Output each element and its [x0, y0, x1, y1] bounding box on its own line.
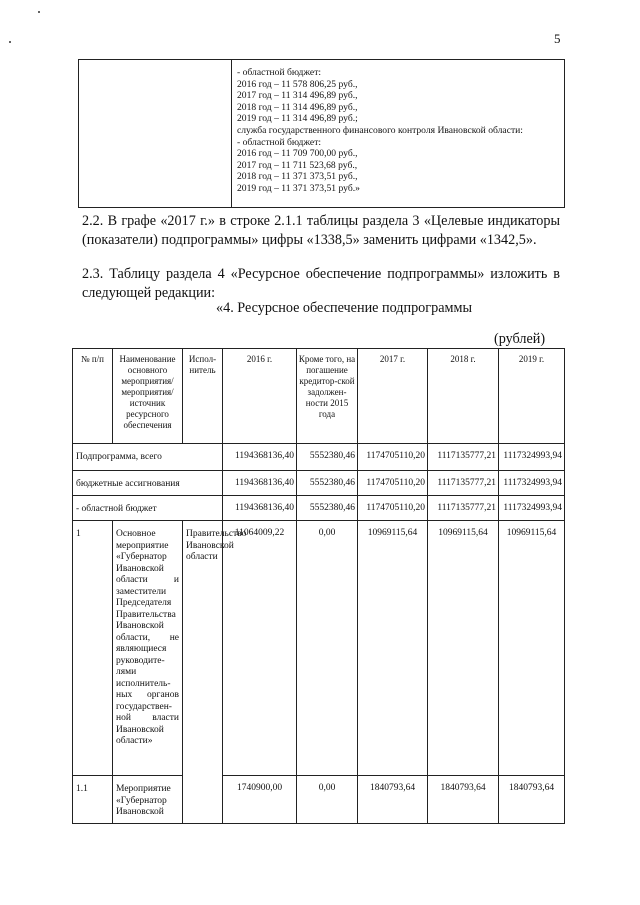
cell-2019: 1117324993,94 — [499, 444, 565, 471]
paragraph-2-2: 2.2. В графе «2017 г.» в строке 2.1.1 таблицы раздела 3 «Целевые индикаторы (показатели) подпрограммы» цифры «1338,5» заменить цифрами «1342,5». — [82, 213, 560, 248]
resource-table — [72, 348, 565, 824]
cell-2019: 1117324993,94 — [499, 471, 565, 496]
funding-line: 2016 год – 11 578 806,25 руб., — [237, 78, 358, 90]
cell-except: 5552380,46 — [297, 471, 358, 496]
page-number: 5 — [554, 31, 561, 46]
header-num: № п/п — [73, 349, 113, 444]
cell-except: 5552380,46 — [297, 496, 358, 521]
cell-2019: 1117324993,94 — [499, 496, 565, 521]
funding-line: 2019 год – 11 314 496,89 руб.; — [237, 113, 358, 125]
cell-2018: 1117135777,21 — [428, 496, 499, 521]
header-executor: Испол-нитель — [183, 349, 223, 444]
continuation-empty-cell — [79, 60, 232, 208]
cell-2018: 10969115,64 — [428, 521, 499, 776]
row-name: Основное мероприятие «Губернатор Ивановской области и заместители Председателя Правительства Ивановской области, не являющиеся руководите-лями исполнитель-ных органов государствен-ной власти Ивановской области» — [113, 521, 183, 776]
scan-speck — [9, 41, 11, 43]
table-row — [73, 521, 565, 776]
row-label: Подпрограмма, всего — [73, 444, 223, 471]
cell-2016: 1740900,00 — [223, 776, 297, 824]
continuation-table — [78, 59, 565, 208]
funding-line: 2017 год – 11 314 496,89 руб., — [237, 90, 358, 102]
cell-2016: 11064009,22 — [223, 521, 297, 776]
table-row — [73, 471, 565, 496]
funding-line: - областной бюджет: — [237, 136, 322, 148]
cell-2018: 1840793,64 — [428, 776, 499, 824]
funding-line: - областной бюджет: — [237, 67, 322, 78]
cell-2017: 1174705110,20 — [358, 444, 428, 471]
header-name: Наименование основного мероприятия/ мероприятия/ источник ресурсного обеспечения — [113, 349, 183, 444]
table-header-row — [73, 349, 565, 444]
cell-2019: 1840793,64 — [499, 776, 565, 824]
header-2017: 2017 г. — [358, 349, 428, 444]
row-label: - областной бюджет — [73, 496, 223, 521]
units-label: (рублей) — [494, 331, 546, 347]
row-label: бюджетные ассигнования — [73, 471, 223, 496]
row-name: Мероприятие «Губернатор Ивановской — [113, 776, 183, 824]
funding-line: служба государственного финансового контроля Ивановской области: — [237, 124, 523, 136]
header-2018: 2018 г. — [428, 349, 499, 444]
table-row — [73, 496, 565, 521]
cell-2016: 1194368136,40 — [223, 444, 297, 471]
row-number: 1.1 — [73, 776, 113, 824]
funding-line: 2016 год – 11 709 700,00 руб., — [237, 148, 358, 160]
cell-2017: 1840793,64 — [358, 776, 428, 824]
scan-speck — [38, 11, 40, 13]
cell-except: 0,00 — [297, 521, 358, 776]
cell-2018: 1117135777,21 — [428, 444, 499, 471]
cell-2017: 1174705110,20 — [358, 471, 428, 496]
table-row — [73, 444, 565, 471]
cell-2016: 1194368136,40 — [223, 471, 297, 496]
row-executor: Правительство Ивановской области — [183, 521, 223, 824]
cell-except: 5552380,46 — [297, 444, 358, 471]
funding-line: 2018 год – 11 314 496,89 руб., — [237, 101, 358, 113]
section-title: «4. Ресурсное обеспечение подпрограммы — [216, 300, 472, 316]
header-except: Кроме того, на погашение кредитор-ской задолжен-ности 2015 года — [297, 349, 358, 444]
cell-2017: 1174705110,20 — [358, 496, 428, 521]
paragraph-2-3: 2.3. Таблицу раздела 4 «Ресурсное обеспечение подпрограммы» изложить в следующей редакции: — [82, 266, 560, 301]
cell-except: 0,00 — [297, 776, 358, 824]
cell-2017: 10969115,64 — [358, 521, 428, 776]
row-number: 1 — [73, 521, 113, 776]
header-2016: 2016 г. — [223, 349, 297, 444]
header-2019: 2019 г. — [499, 349, 565, 444]
table-row — [73, 776, 565, 824]
cell-2018: 1117135777,21 — [428, 471, 499, 496]
cell-2016: 1194368136,40 — [223, 496, 297, 521]
cell-2019: 10969115,64 — [499, 521, 565, 776]
funding-line: 2018 год – 11 371 373,51 руб., — [237, 171, 358, 183]
funding-line: 2017 год – 11 711 523,68 руб., — [237, 159, 358, 171]
funding-summary-cell — [232, 60, 565, 208]
funding-line: 2019 год – 11 371 373,51 руб.» — [237, 182, 360, 194]
